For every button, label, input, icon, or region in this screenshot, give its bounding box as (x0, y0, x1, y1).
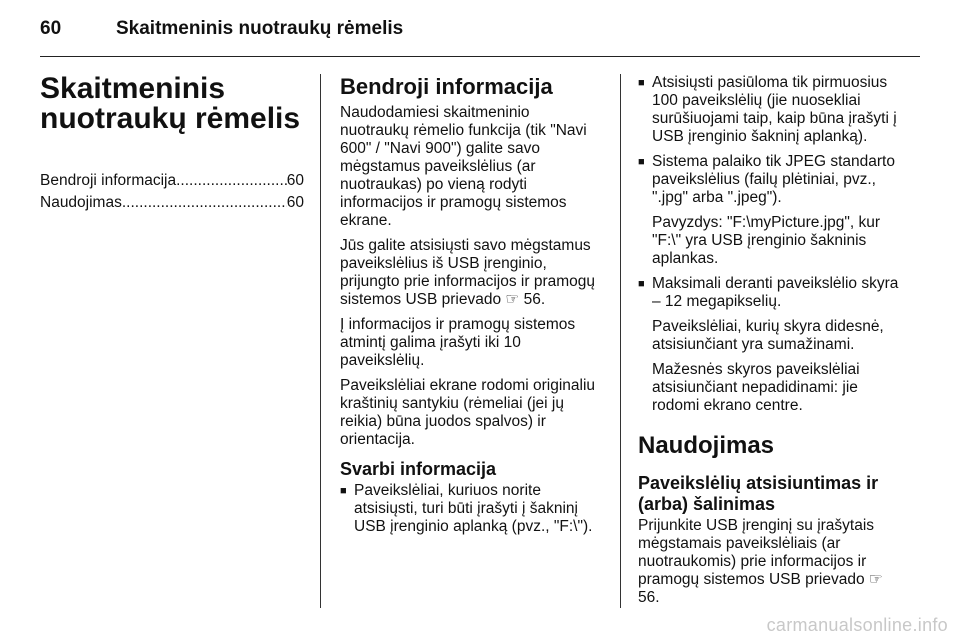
section-heading-usage: Naudojimas (638, 432, 775, 459)
bullet-subparagraph: Paveikslėliai, kurių skyra didesnė, atsisiunčiant yra sumažinami. (652, 318, 884, 353)
chapter-title-line-1: Skaitmeninis (40, 72, 226, 105)
square-bullet-icon: ■ (340, 485, 347, 497)
paragraph: Į informacijos ir pramogų sistemos atmintį galima įrašyti iki 10 paveikslėlių. (340, 316, 576, 369)
chapter-title-line-2: nuotraukų rėmelis (40, 102, 301, 135)
toc-leader-dots (176, 170, 287, 192)
bullet-text: Paveikslėliai, kuriuos norite atsisiųsti, turi būti įrašyti į šakninį USB įrenginio aplanką (pvz., "F:\"). (354, 482, 593, 535)
toc-entry-label: Naudojimas (40, 194, 122, 211)
running-title: Skaitmeninis nuotraukų rėmelis (116, 18, 404, 39)
chapter-title (40, 74, 304, 134)
column-divider-1 (320, 74, 321, 608)
chapter-column (40, 74, 304, 214)
square-bullet-icon: ■ (638, 77, 645, 89)
subheading-download-delete: Paveikslėlių atsisiuntimas ir (arba) šalinimas (638, 473, 879, 514)
toc-entry-page: 60 (286, 172, 304, 189)
square-bullet-icon: ■ (638, 278, 645, 290)
page-header (40, 18, 403, 40)
bullet-text: Maksimali deranti paveikslėlio skyra – 12 megapikselių. (652, 275, 899, 310)
toc-entry-usage[interactable] (40, 192, 304, 214)
page-number: 60 (40, 18, 62, 39)
toc-entry-label: Bendroji informacija (40, 172, 177, 189)
toc-entry-general[interactable] (40, 170, 304, 192)
general-info-column (340, 74, 602, 543)
header-rule (40, 56, 920, 57)
bullet-item (638, 153, 906, 207)
subheading-important: Svarbi informacija (340, 459, 497, 479)
paragraph: Jūs galite atsisiųsti savo mėgstamus paveikslėlius iš USB įrenginio, prijungto prie informacijos ir pramogų sistemos USB prievado ☞ 56. (340, 237, 596, 308)
square-bullet-icon: ■ (638, 156, 645, 168)
bullet-text: Atsisiųsti pasiūloma tik pirmuosius 100 paveikslėlių (jie nuosekliai surūšiuojami taip, kaip būna įrašyti į USB įrenginio šakninį aplanką). (652, 74, 897, 145)
toc-leader-dots (122, 192, 287, 214)
section-heading-general: Bendroji informacija (340, 74, 553, 99)
bullet-item (638, 74, 906, 146)
continued-column (638, 74, 906, 614)
bullet-subparagraph: Mažesnės skyros paveikslėliai atsisiunčiant nepadidinami: jie rodomi ekrano centre. (652, 361, 860, 414)
bullet-text: Sistema palaiko tik JPEG standarto paveikslėlius (failų plėtiniai, pvz., ".jpg" arba ".jpeg"). (652, 153, 895, 206)
toc-entry-page: 60 (286, 194, 304, 211)
bullet-item (638, 275, 906, 311)
paragraph: Prijunkite USB įrenginį su įrašytais mėgstamais paveikslėliais (ar nuotraukomis) prie informacijos ir pramogų sistemos USB prievado ☞ 56. (638, 517, 883, 606)
paragraph: Paveikslėliai ekrane rodomi originaliu kraštinių santykiu (rėmeliai (jei jų reikia) būna juodos spalvos) ir orientacija. (340, 377, 596, 448)
bullet-subparagraph: Pavyzdys: "F:\myPicture.jpg", kur "F:\" yra USB įrenginio šakninis aplankas. (652, 214, 881, 267)
watermark: carmanualsonline.info (766, 615, 948, 635)
column-divider-2 (620, 74, 621, 608)
paragraph: Naudodamiesi skaitmeninio nuotraukų rėmelio funkcija (tik "Navi 600" / "Navi 900") galite savo mėgstamus paveikslėlius (ar nuotraukas) po vieną rodyti informacijos ir pramogų sistemos ekrane. (340, 104, 587, 229)
bullet-item (340, 482, 602, 536)
